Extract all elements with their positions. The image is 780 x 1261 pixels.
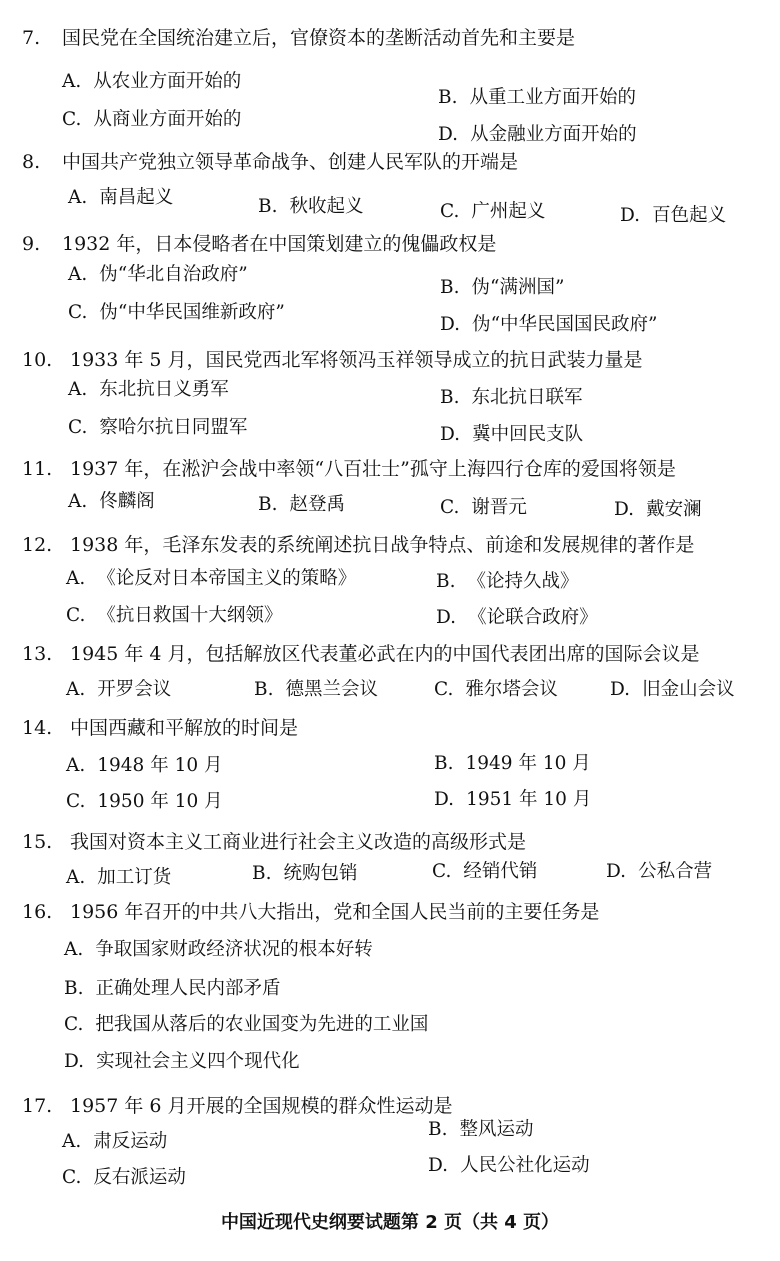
option-letter: A. <box>62 1131 82 1152</box>
option-b <box>438 86 636 110</box>
option-letter: C. <box>434 679 454 700</box>
option-letter: A. <box>66 568 86 589</box>
question-stem <box>22 150 518 174</box>
option-letter: C. <box>68 417 88 438</box>
option-letter: B. <box>440 387 460 408</box>
question-text: 中国共产党独立领导革命战争、创建人民军队的开端是 <box>62 151 519 173</box>
question-number: 11. <box>22 458 53 480</box>
option-a <box>66 678 171 702</box>
option-text: 伪“满洲国” <box>471 277 565 298</box>
option-b <box>440 386 583 410</box>
option-text: 雅尔塔会议 <box>465 679 558 700</box>
option-letter: C. <box>66 605 86 626</box>
option-a <box>68 378 229 402</box>
question-text: 1957 年 6 月开展的全国规模的群众性运动是 <box>70 1095 453 1117</box>
option-text: 人民公社化运动 <box>460 1155 590 1176</box>
question-text: 1938 年，毛泽东发表的系统阐述抗日战争特点、前途和发展规律的著作是 <box>70 534 695 556</box>
question-number: 7. <box>22 27 41 49</box>
option-c <box>66 604 282 628</box>
question-number: 17. <box>22 1095 53 1117</box>
option-text: 整风运动 <box>459 1119 534 1140</box>
option-letter: D. <box>620 205 641 226</box>
option-b <box>252 862 358 886</box>
option-text: 东北抗日联军 <box>471 387 583 408</box>
option-b <box>436 570 579 594</box>
option-letter: D. <box>436 607 457 628</box>
option-text: 《论联合政府》 <box>468 607 598 628</box>
option-text: 百色起义 <box>652 205 727 226</box>
option-text: 东北抗日义勇军 <box>99 379 229 400</box>
option-text: 1951 年 10 月 <box>466 789 592 810</box>
option-d <box>606 860 712 884</box>
option-b <box>64 977 281 1001</box>
option-letter: A. <box>66 867 86 888</box>
option-letter: C. <box>62 109 82 130</box>
option-c <box>440 496 527 520</box>
option-letter: A. <box>64 939 84 960</box>
option-d <box>434 788 591 812</box>
option-b <box>428 1118 534 1142</box>
question-text: 1945 年 4 月，包括解放区代表董必武在内的中国代表团出席的国际会议是 <box>70 643 700 665</box>
option-d <box>440 313 657 337</box>
option-text: 从农业方面开始的 <box>93 71 242 92</box>
option-a <box>66 567 356 591</box>
option-c <box>68 301 285 325</box>
option-d <box>428 1154 590 1178</box>
option-letter: D. <box>606 861 627 882</box>
option-text: 统购包销 <box>283 863 358 884</box>
question-stem <box>22 232 496 256</box>
option-text: 伪“华北自治政府” <box>99 264 248 285</box>
option-letter: D. <box>438 124 459 145</box>
option-a <box>68 186 173 210</box>
question-stem <box>22 900 599 924</box>
option-b <box>258 493 345 517</box>
option-text: 把我国从落后的农业国变为先进的工业国 <box>95 1014 429 1035</box>
option-letter: A. <box>62 71 82 92</box>
option-letter: D. <box>440 424 461 445</box>
option-letter: B. <box>438 87 458 108</box>
option-text: 《抗日救国十大纲领》 <box>97 605 283 626</box>
option-d <box>440 423 583 447</box>
option-text: 《论持久战》 <box>467 571 579 592</box>
question-number: 13. <box>22 643 53 665</box>
option-letter: D. <box>64 1051 85 1072</box>
option-text: 肃反运动 <box>93 1131 168 1152</box>
option-letter: A. <box>68 491 88 512</box>
option-text: 伪“中华民国维新政府” <box>99 302 285 323</box>
option-text: 开罗会议 <box>97 679 172 700</box>
option-c <box>434 678 558 702</box>
option-letter: A. <box>68 379 88 400</box>
option-letter: D. <box>614 499 635 520</box>
option-text: 谢晋元 <box>471 497 527 518</box>
question-number: 12. <box>22 534 53 556</box>
option-text: 1948 年 10 月 <box>97 755 223 776</box>
option-text: 伪“中华民国国民政府” <box>472 314 658 335</box>
option-d <box>436 606 598 630</box>
option-text: 冀中回民支队 <box>472 424 584 445</box>
option-letter: D. <box>434 789 455 810</box>
question-number: 9. <box>22 233 41 255</box>
option-letter: C. <box>440 201 460 222</box>
option-letter: A. <box>66 679 86 700</box>
question-stem <box>22 716 298 740</box>
option-d <box>438 123 637 147</box>
question-stem <box>22 533 694 557</box>
question-number: 15. <box>22 831 53 853</box>
option-letter: C. <box>62 1167 82 1188</box>
option-c <box>64 1013 428 1037</box>
option-a <box>66 754 223 778</box>
option-text: 旧金山会议 <box>642 679 735 700</box>
question-text: 1932 年，日本侵略者在中国策划建立的傀儡政权是 <box>62 233 497 255</box>
question-number: 14. <box>22 717 53 739</box>
option-a <box>62 1130 167 1154</box>
option-letter: C. <box>432 861 452 882</box>
question-stem <box>22 830 526 854</box>
option-d <box>64 1050 300 1074</box>
option-letter: B. <box>258 196 278 217</box>
option-letter: C. <box>440 497 460 518</box>
option-c <box>62 108 241 132</box>
option-letter: D. <box>440 314 461 335</box>
option-d <box>610 678 735 702</box>
option-text: 从重工业方面开始的 <box>469 87 636 108</box>
option-d <box>620 204 726 228</box>
question-text: 1937 年，在淞沪会战中率领“八百壮士”孤守上海四行仓库的爱国将领是 <box>70 458 676 480</box>
option-letter: C. <box>64 1014 84 1035</box>
option-b <box>254 678 378 702</box>
question-stem <box>22 1094 453 1118</box>
option-text: 秋收起义 <box>289 196 364 217</box>
option-b <box>258 195 364 219</box>
question-text: 中国西藏和平解放的时间是 <box>70 717 299 739</box>
option-letter: B. <box>254 679 274 700</box>
option-text: 南昌起义 <box>99 187 174 208</box>
option-text: 赵登禹 <box>289 494 345 515</box>
option-text: 正确处理人民内部矛盾 <box>95 978 281 999</box>
option-text: 反右派运动 <box>93 1167 186 1188</box>
option-letter: A. <box>68 264 88 285</box>
option-text: 佟麟阁 <box>99 491 155 512</box>
option-text: 公私合营 <box>638 861 713 882</box>
question-stem <box>22 457 676 481</box>
option-c <box>68 416 247 440</box>
option-a <box>68 263 248 287</box>
option-text: 从金融业方面开始的 <box>470 124 637 145</box>
question-stem <box>22 642 700 666</box>
option-letter: A. <box>66 755 86 776</box>
option-text: 察哈尔抗日同盟军 <box>99 417 248 438</box>
option-letter: B. <box>252 863 272 884</box>
option-text: 加工订货 <box>97 867 172 888</box>
option-letter: B. <box>436 571 456 592</box>
option-text: 从商业方面开始的 <box>93 109 242 130</box>
option-a <box>62 70 241 94</box>
question-stem <box>22 348 643 372</box>
option-letter: D. <box>428 1155 449 1176</box>
option-letter: B. <box>64 978 84 999</box>
option-text: 《论反对日本帝国主义的策略》 <box>97 568 357 589</box>
option-b <box>434 752 591 776</box>
option-text: 实现社会主义四个现代化 <box>96 1051 300 1072</box>
option-letter: B. <box>258 494 278 515</box>
question-number: 8. <box>22 151 41 173</box>
option-b <box>440 276 564 300</box>
option-text: 1949 年 10 月 <box>465 753 591 774</box>
option-letter: A. <box>68 187 88 208</box>
option-text: 经销代销 <box>463 861 538 882</box>
option-text: 德黑兰会议 <box>285 679 378 700</box>
option-d <box>614 498 702 522</box>
option-a <box>68 490 155 514</box>
option-letter: B. <box>434 753 454 774</box>
question-text: 我国对资本主义工商业进行社会主义改造的高级形式是 <box>70 831 527 853</box>
question-stem <box>22 26 575 50</box>
question-number: 16. <box>22 901 53 923</box>
page-footer: 中国近现代史纲要试题第 2 页（共 4 页） <box>220 1212 560 1233</box>
option-c <box>432 860 537 884</box>
option-a <box>64 938 373 962</box>
question-number: 10. <box>22 349 53 371</box>
question-text: 国民党在全国统治建立后，官僚资本的垄断活动首先和主要是 <box>62 27 576 49</box>
option-letter: B. <box>428 1119 448 1140</box>
option-text: 1950 年 10 月 <box>97 791 223 812</box>
option-letter: D. <box>610 679 631 700</box>
option-letter: B. <box>440 277 460 298</box>
option-c <box>440 200 545 224</box>
option-text: 戴安澜 <box>646 499 702 520</box>
option-c <box>66 790 223 814</box>
option-letter: C. <box>66 791 86 812</box>
option-a <box>66 866 171 890</box>
option-text: 广州起义 <box>471 201 546 222</box>
question-text: 1933 年 5 月，国民党西北军将领冯玉祥领导成立的抗日武装力量是 <box>70 349 643 371</box>
option-text: 争取国家财政经济状况的根本好转 <box>95 939 373 960</box>
option-letter: C. <box>68 302 88 323</box>
option-c <box>62 1166 186 1190</box>
question-text: 1956 年召开的中共八大指出，党和全国人民当前的主要任务是 <box>70 901 600 923</box>
